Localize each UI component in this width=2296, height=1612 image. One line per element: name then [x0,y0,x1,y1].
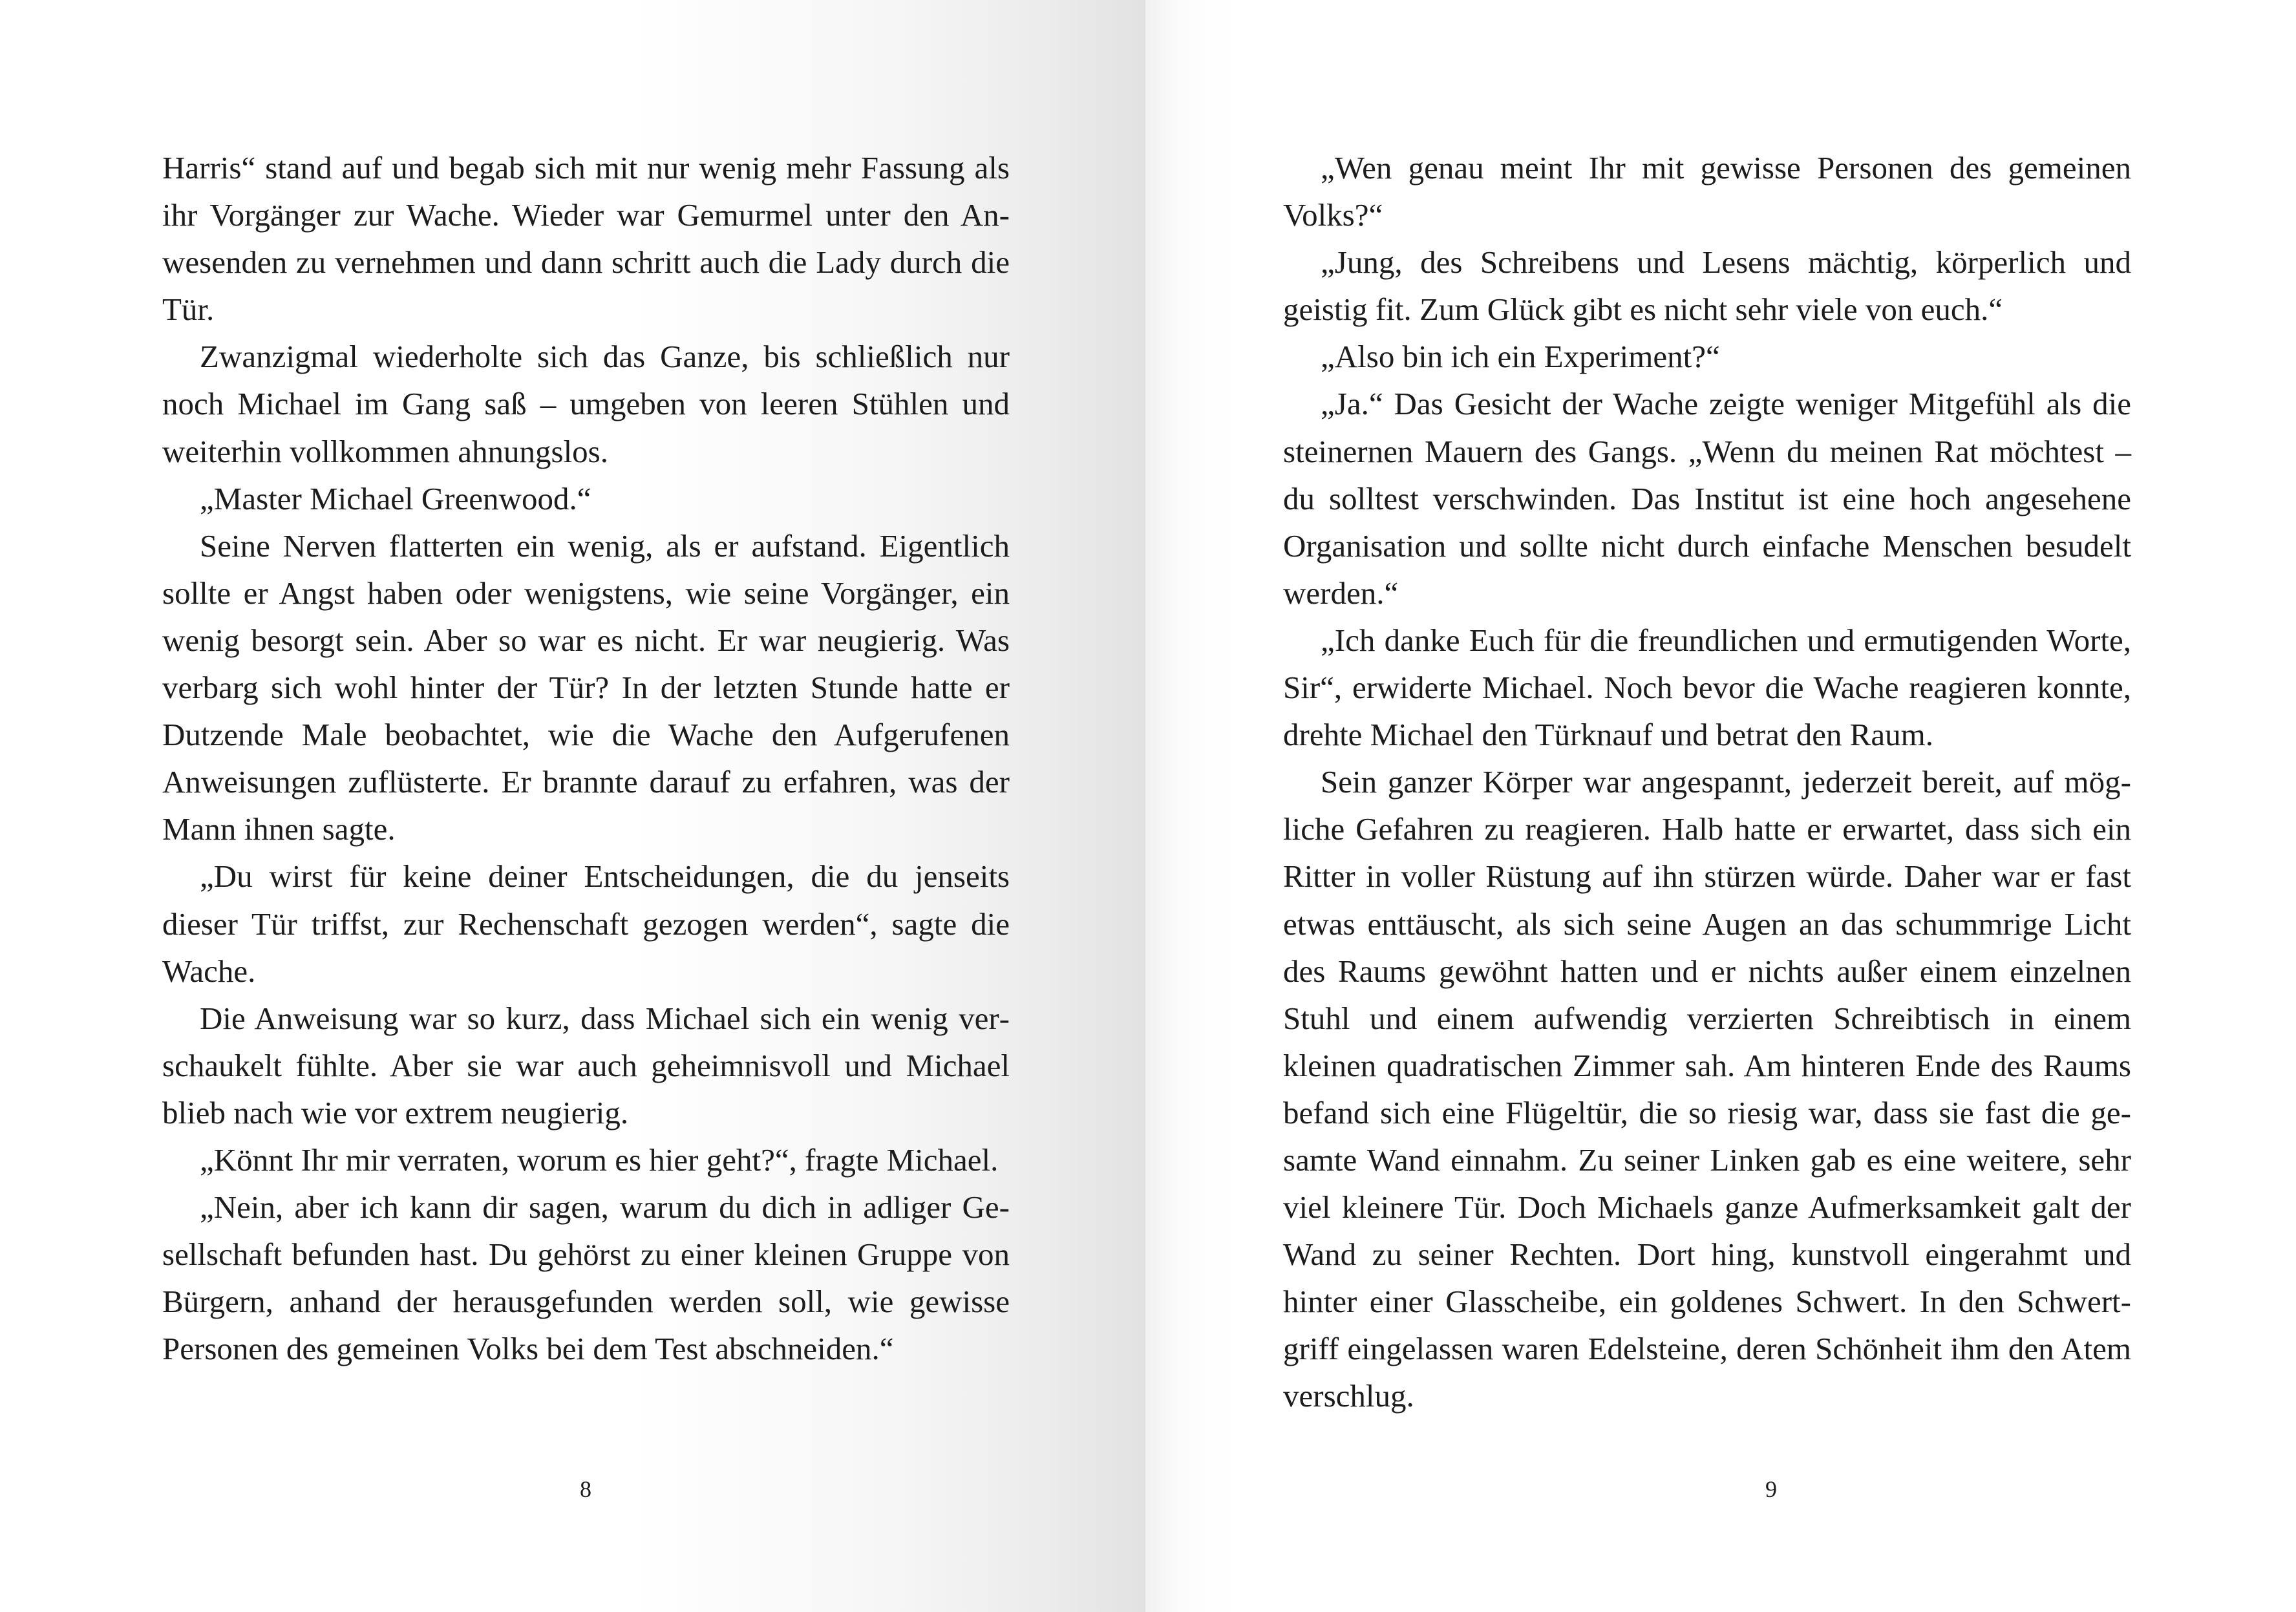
paragraph: Sein ganzer Körper war angespannt, jederzeit bereit, auf mögliche Gefahren zu reagieren. Halb hatte er erwartet, dass sich ein Ritter in voller Rüstung auf ihn stürzen würde. Daher war er fast etwas enttäuscht, als sich seine Augen an das schummrige Licht des Raums gewöhnt hatten und er nichts außer einem einzelnen Stuhl und einem aufwendig verzierten Schreibtisch in einem kleinen quadratischen Zimmer sah. Am hinteren Ende des Raums befand sich eine Flügeltür, die so riesig war, dass sie fast die gesamte Wand einnahm. Zu seiner Linken gab es eine weitere, sehr viel kleinere Tür. Doch Michaels ganze Aufmerksamkeit galt der Wand zu seiner Rechten. Dort hing, kunstvoll eingerahmt und hinter einer Glasscheibe, ein goldenes Schwert. In den Schwertgriff eingelassen waren Edelsteine, deren Schönheit ihm den Atem verschlug. [1283,764,2131,1414]
paragraph: „Könnt Ihr mir verraten, worum es hier geht?“, fragte Michael. [200,1141,999,1178]
paragraph: „Also bin ich ein Experiment?“ [1321,339,1720,375]
left-page [0,0,1145,1612]
right-page [1145,0,2296,1612]
paragraph: „Jung, des Schreibens und Lesens mächtig, körperlich und geistig fit. Zum Glück gibt es nicht sehr viele von euch.“ [1283,244,2131,328]
page-number: 9 [1765,1476,1777,1502]
paragraph: „Wen genau meint Ihr mit gewisse Personen des gemeinen Volks?“ [1283,150,2131,233]
paragraph: Die Anweisung war so kurz, dass Michael sich ein wenig verschaukelt fühlte. Aber sie war auch geheimnisvoll und Michael blieb nach wie vor extrem neugierig. [162,1000,1010,1130]
paragraph: Harris“ stand auf und begab sich mit nur wenig mehr Fassung als ihr Vorgänger zur Wache. Wieder war Gemurmel unter den Anwesenden zu vernehmen und dann schritt auch die Lady durch die Tür. [162,150,1010,328]
paragraph: „Nein, aber ich kann dir sagen, warum du dich in adliger Gesellschaft befunden hast. Du gehörst zu einer kleinen Gruppe von Bürgern, anhand der herausgefunden werden soll, wie gewisse Personen des gemeinen Volks bei dem Test abschneiden.“ [162,1189,1010,1367]
paragraph: Seine Nerven flatterten ein wenig, als er aufstand. Eigentlich sollte er Angst haben oder wenigstens, wie seine Vorgänger, ein wenig besorgt sein. Aber so war es nicht. Er war neugierig. Was verbarg sich wohl hinter der Tür? In der letzten Stunde hatte er Dutzende Male beobachtet, wie die Wache den Aufgerufenen Anweisungen zuflüsterte. Er brannte darauf zu erfahren, was der Mann ihnen sagte. [162,527,1010,847]
paragraph: „Ich danke Euch für die freundlichen und ermutigenden Worte, Sir“, erwiderte Michael. Noch bevor die Wache reagieren konnte, drehte Michael den Türknauf und betrat den Raum. [1283,622,2131,753]
paragraph: „Master Michael Greenwood.“ [200,480,591,516]
right-page-text [1283,144,2131,1420]
paragraph: „Ja.“ Das Gesicht der Wache zeigte weniger Mitgefühl als die steinernen Mauern des Gangs. „Wenn du meinen Rat möchtest – du solltest verschwinden. Das Institut ist eine hoch angesehene Organisation und sollte nicht durch einfache Menschen besudelt werden.“ [1283,386,2131,611]
paragraph: Zwanzigmal wiederholte sich das Ganze, bis schließlich nur noch Michael im Gang saß – umgeben von leeren Stühlen und weiterhin vollkommen ahnungslos. [162,339,1010,469]
page-number: 8 [580,1476,591,1502]
left-page-text [162,144,1010,1372]
paragraph: „Du wirst für keine deiner Entscheidungen, die du jenseits dieser Tür triffst, zur Rechenschaft gezogen werden“, sagte die Wache. [162,858,1010,989]
